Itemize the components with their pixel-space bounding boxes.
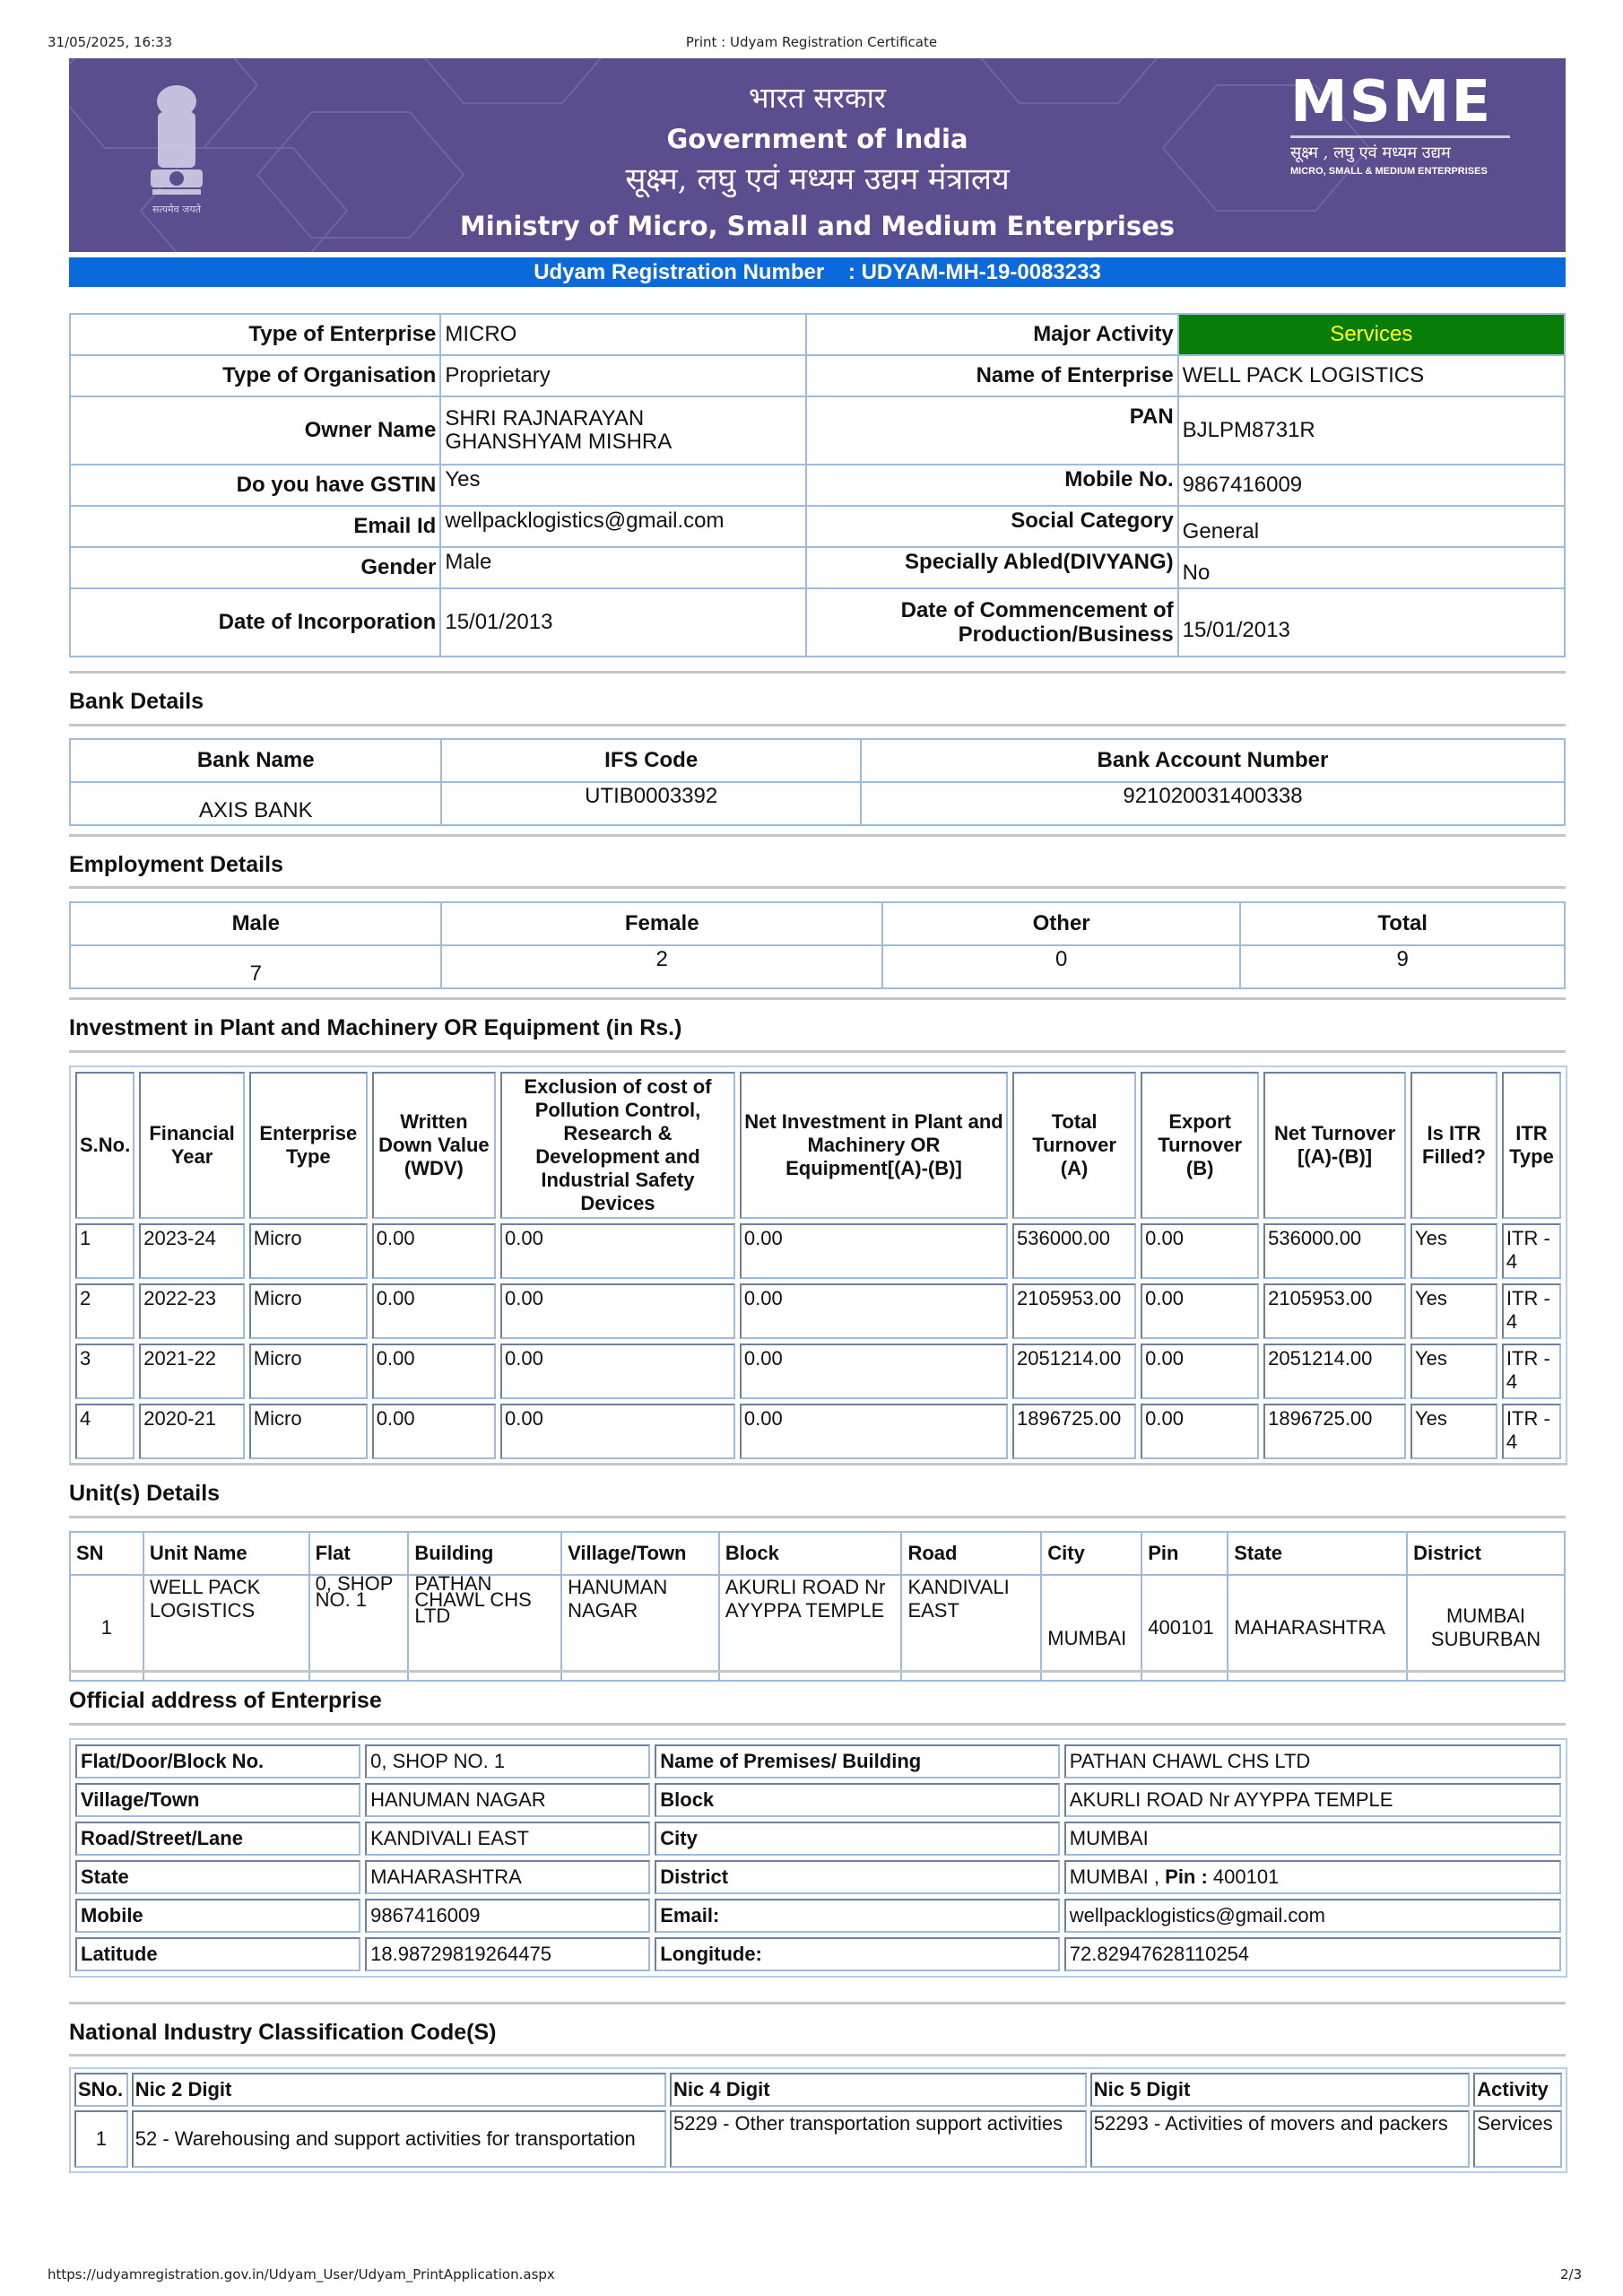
investment-table [71,1067,1566,1464]
itr-type: ITR - 4 [1502,1404,1561,1459]
financial-year: 2022-23 [139,1283,245,1339]
column-header: Block [719,1532,902,1575]
social-category-value: General [1178,506,1565,547]
net-turnover: 536000.00 [1263,1223,1406,1279]
itr-type: ITR - 4 [1502,1223,1561,1279]
owner-name-value [440,396,806,465]
field-label: Social Category [806,506,1178,547]
field-label: Owner Name [70,396,440,465]
address-value: HANUMAN NAGAR [365,1783,650,1817]
investment-table-container [69,1065,1567,1465]
itr-filed: Yes [1410,1404,1497,1459]
address-label: Mobile [75,1899,360,1933]
column-header: IFS Code [441,739,860,782]
nic-sno: 1 [74,2110,128,2168]
enterprise-details-table [69,313,1566,657]
column-header: Pin [1141,1532,1228,1575]
export-turnover: 0.00 [1141,1283,1259,1339]
table-row [70,1575,1565,1681]
column-header: Unit Name [143,1532,309,1575]
column-header: Exclusion of cost of Pollution Control, Research & Development and Industrial Safety Devices [500,1072,735,1219]
pin-value: 400101 [1207,1866,1280,1888]
field-label: Email Id [70,506,440,547]
itr-filed: Yes [1410,1223,1497,1279]
address-value: 18.98729819264475 [365,1937,650,1971]
unit-district: MUMBAI SUBURBAN [1407,1575,1565,1681]
net-turnover: 2051214.00 [1263,1344,1406,1399]
address-value [1064,1860,1561,1894]
table-header-row [70,1532,1565,1575]
divider [69,997,1566,1000]
exclusion-cost: 0.00 [500,1404,735,1459]
nic-4-digit: 5229 - Other transportation support activities [670,2110,1087,2168]
enterprise-name-value: WELL PACK LOGISTICS [1178,355,1565,396]
gstin-value: Yes [440,465,806,506]
net-turnover: 2105953.00 [1263,1283,1406,1339]
account-number-value: 921020031400338 [861,782,1565,825]
field-label: Mobile No. [806,465,1178,506]
unit-building: PATHAN CHAWL CHS LTD [408,1575,561,1681]
field-label: Do you have GSTIN [70,465,440,506]
address-value: 0, SHOP NO. 1 [365,1744,650,1779]
address-label: Flat/Door/Block No. [75,1744,360,1779]
table-row [70,465,1565,506]
commencement-label-line2: Production/Business [958,622,1174,647]
address-label: State [75,1860,360,1894]
row-sno: 4 [75,1404,135,1459]
column-header: Written Down Value (WDV) [372,1072,496,1219]
emblem-caption: सत्यमेव जयते [152,204,202,215]
wdv: 0.00 [372,1223,496,1279]
divider [69,1050,1566,1053]
table-header-row [70,902,1565,945]
address-label: Block [655,1783,1060,1817]
divider [69,834,1566,837]
print-url: https://udyamregistration.gov.in/Udyam_User/Udyam_PrintApplication.aspx [48,2266,555,2283]
units-table [69,1531,1566,1682]
unit-block: AKURLI ROAD Nr AYYPPA TEMPLE [719,1575,902,1681]
msme-logo-english: MICRO, SMALL & MEDIUM ENTERPRISES [1290,166,1488,177]
column-header: Nic 5 Digit [1090,2073,1471,2107]
column-header: Bank Name [70,739,441,782]
pan-value: BJLPM8731R [1178,396,1565,465]
field-label: Type of Organisation [70,355,440,396]
divider [69,724,1566,726]
pin-label: Pin : [1165,1866,1208,1888]
column-header: Road [901,1532,1041,1575]
column-header: ITR Type [1502,1072,1561,1219]
total-turnover: 536000.00 [1012,1223,1136,1279]
column-header: Flat [309,1532,409,1575]
column-header: Village/Town [561,1532,719,1575]
section-title-official-address: Official address of Enterprise [69,1688,382,1713]
nic-table-container [69,2067,1567,2173]
column-header: Nic 4 Digit [670,2073,1087,2107]
address-label: Name of Premises/ Building [655,1744,1060,1779]
nic-5-digit: 52293 - Activities of movers and packers [1090,2110,1471,2168]
msme-logo [1290,69,1523,177]
divider [69,886,1566,889]
address-label: Email: [655,1899,1060,1933]
field-label: Date of Incorporation [70,588,440,657]
address-value: PATHAN CHAWL CHS LTD [1064,1744,1561,1779]
other-count: 0 [882,945,1241,988]
registration-label: Udyam Registration Number [534,260,825,284]
nic-activity: Services [1473,2110,1562,2168]
email-value: wellpacklogistics@gmail.com [440,506,806,547]
address-label: Longitude: [655,1937,1060,1971]
msme-logo-rule [1290,135,1510,138]
financial-year: 2021-22 [139,1344,245,1399]
column-header: Nic 2 Digit [132,2073,666,2107]
itr-filed: Yes [1410,1283,1497,1339]
address-label: City [655,1822,1060,1856]
registration-value: : UDYAM-MH-19-0083233 [847,260,1101,284]
table-header-row [70,739,1565,782]
banner-hindi-title: भारत सरकार [749,81,886,115]
column-header: Other [882,902,1241,945]
column-header: City [1041,1532,1141,1575]
itr-filed: Yes [1410,1344,1497,1399]
table-row [70,506,1565,547]
table-row [75,1223,1561,1279]
divider [69,1670,1566,1673]
banner-hindi-ministry: सूक्ष्म, लघु एवं मध्यम उद्यम मंत्रालय [625,161,1010,197]
column-header: S.No. [75,1072,135,1219]
net-investment: 0.00 [740,1404,1008,1459]
net-investment: 0.00 [740,1283,1008,1339]
column-header: SN [70,1532,143,1575]
column-header: Financial Year [139,1072,245,1219]
table-row [75,1822,1561,1856]
field-label [806,588,1178,657]
column-header: State [1228,1532,1407,1575]
owner-name-line1: SHRI RAJNARAYAN [445,406,645,430]
table-row [70,547,1565,588]
incorporation-date-value: 15/01/2013 [440,588,806,657]
address-value: MAHARASHTRA [365,1860,650,1894]
section-title-bank: Bank Details [69,689,204,714]
major-activity-badge: Services [1178,314,1565,355]
field-label: Major Activity [806,314,1178,355]
financial-year: 2020-21 [139,1404,245,1459]
msme-logo-hindi: सूक्ष्म , लघु एवं मध्यम उद्यम [1290,144,1451,162]
exclusion-cost: 0.00 [500,1283,735,1339]
employment-table [69,901,1566,989]
table-header-row [74,2073,1562,2107]
table-row [75,1899,1561,1933]
divider [69,2054,1566,2057]
commencement-date-value: 15/01/2013 [1178,588,1565,657]
address-value: 9867416009 [365,1899,650,1933]
ministry-banner [69,58,1566,252]
column-header: Bank Account Number [861,739,1565,782]
address-label: District [655,1860,1060,1894]
address-value: KANDIVALI EAST [365,1822,650,1856]
print-page-number: 2/3 [1560,2266,1583,2283]
enterprise-type: Micro [249,1283,368,1339]
table-row [70,588,1565,657]
net-investment: 0.00 [740,1344,1008,1399]
column-header: Net Turnover [(A)-(B)] [1263,1072,1406,1219]
wdv: 0.00 [372,1344,496,1399]
column-header: Activity [1473,2073,1562,2107]
unit-village: HANUMAN NAGAR [561,1575,719,1681]
total-turnover: 2105953.00 [1012,1283,1136,1339]
msme-logo-word: MSME [1290,69,1493,135]
divider [69,1463,1566,1465]
enterprise-type: Micro [249,1404,368,1459]
field-label: Gender [70,547,440,588]
male-count: 7 [70,945,441,988]
enterprise-type: Micro [249,1223,368,1279]
table-row [75,1283,1561,1339]
address-label: Latitude [75,1937,360,1971]
table-row [70,396,1565,465]
district-value: MUMBAI , [1069,1866,1166,1888]
divyang-value: No [1178,547,1565,588]
wdv: 0.00 [372,1283,496,1339]
column-header: SNo. [74,2073,128,2107]
owner-name-line2: GHANSHYAM MISHRA [445,430,673,454]
table-row [70,782,1565,825]
address-value: wellpacklogistics@gmail.com [1064,1899,1561,1933]
net-investment: 0.00 [740,1223,1008,1279]
banner-govt-title: Government of India [666,124,968,154]
table-row [75,1404,1561,1459]
divider [69,671,1566,674]
commencement-label-line1: Date of Commencement of [900,598,1174,622]
divider [69,1516,1566,1518]
table-row [70,314,1565,355]
field-label: Specially Abled(DIVYANG) [806,547,1178,588]
gender-value: Male [440,547,806,588]
wdv: 0.00 [372,1404,496,1459]
print-datetime: 31/05/2025, 16:33 [48,34,173,50]
net-turnover: 1896725.00 [1263,1404,1406,1459]
exclusion-cost: 0.00 [500,1223,735,1279]
nic-table [71,2069,1566,2171]
row-sno: 1 [75,1223,135,1279]
unit-city: MUMBAI [1041,1575,1141,1681]
export-turnover: 0.00 [1141,1344,1259,1399]
field-label: PAN [806,396,1178,465]
exclusion-cost: 0.00 [500,1344,735,1399]
section-title-investment: Investment in Plant and Machinery OR Equipment (in Rs.) [69,1015,682,1040]
enterprise-type: Micro [249,1344,368,1399]
bank-name-value: AXIS BANK [70,782,441,825]
column-header: Building [408,1532,561,1575]
address-value: MUMBAI [1064,1822,1561,1856]
table-row [75,1744,1561,1779]
field-label: Name of Enterprise [806,355,1178,396]
official-address-table [71,1740,1566,1976]
divider [69,1723,1566,1726]
total-count: 9 [1240,945,1565,988]
total-turnover: 2051214.00 [1012,1344,1136,1399]
export-turnover: 0.00 [1141,1404,1259,1459]
column-header: District [1407,1532,1565,1575]
unit-sn: 1 [70,1575,143,1681]
unit-state: MAHARASHTRA [1228,1575,1407,1681]
column-header: Enterprise Type [249,1072,368,1219]
unit-road: KANDIVALI EAST [901,1575,1041,1681]
table-header-row [75,1072,1561,1219]
section-title-nic: National Industry Classification Code(S) [69,2020,497,2045]
financial-year: 2023-24 [139,1223,245,1279]
unit-flat: 0, SHOP NO. 1 [309,1575,409,1681]
enterprise-type-value: MICRO [440,314,806,355]
address-value: 72.82947628110254 [1064,1937,1561,1971]
table-row [70,355,1565,396]
column-header: Male [70,902,441,945]
column-header: Female [441,902,881,945]
section-title-employment: Employment Details [69,852,283,877]
table-row [75,1783,1561,1817]
print-title: Print : Udyam Registration Certificate [685,34,938,50]
table-row [75,1344,1561,1399]
table-row [70,945,1565,988]
female-count: 2 [441,945,881,988]
table-row [75,1860,1561,1894]
ifsc-value: UTIB0003392 [441,782,860,825]
field-label: Type of Enterprise [70,314,440,355]
address-label: Village/Town [75,1783,360,1817]
column-header: Net Investment in Plant and Machinery OR Equipment[(A)-(B)] [740,1072,1008,1219]
column-header: Is ITR Filled? [1410,1072,1497,1219]
row-sno: 3 [75,1344,135,1399]
row-sno: 2 [75,1283,135,1339]
registration-number-bar [69,257,1566,287]
column-header: Total Turnover (A) [1012,1072,1136,1219]
unit-pin: 400101 [1141,1575,1228,1681]
address-value: AKURLI ROAD Nr AYYPPA TEMPLE [1064,1783,1561,1817]
official-address-container [69,1738,1567,1978]
table-row [74,2110,1562,2168]
organisation-type-value: Proprietary [440,355,806,396]
nic-2-digit: 52 - Warehousing and support activities for transportation [132,2110,666,2168]
column-header: Total [1240,902,1565,945]
export-turnover: 0.00 [1141,1223,1259,1279]
divider [69,2002,1566,2005]
section-title-units: Unit(s) Details [69,1481,221,1506]
mobile-value: 9867416009 [1178,465,1565,506]
unit-name: WELL PACK LOGISTICS [143,1575,309,1681]
itr-type: ITR - 4 [1502,1344,1561,1399]
bank-details-table [69,738,1566,826]
banner-ministry-title: Ministry of Micro, Small and Medium Enterprises [459,211,1176,241]
column-header: Export Turnover (B) [1141,1072,1259,1219]
table-row [75,1937,1561,1971]
address-label: Road/Street/Lane [75,1822,360,1856]
total-turnover: 1896725.00 [1012,1404,1136,1459]
itr-type: ITR - 4 [1502,1283,1561,1339]
